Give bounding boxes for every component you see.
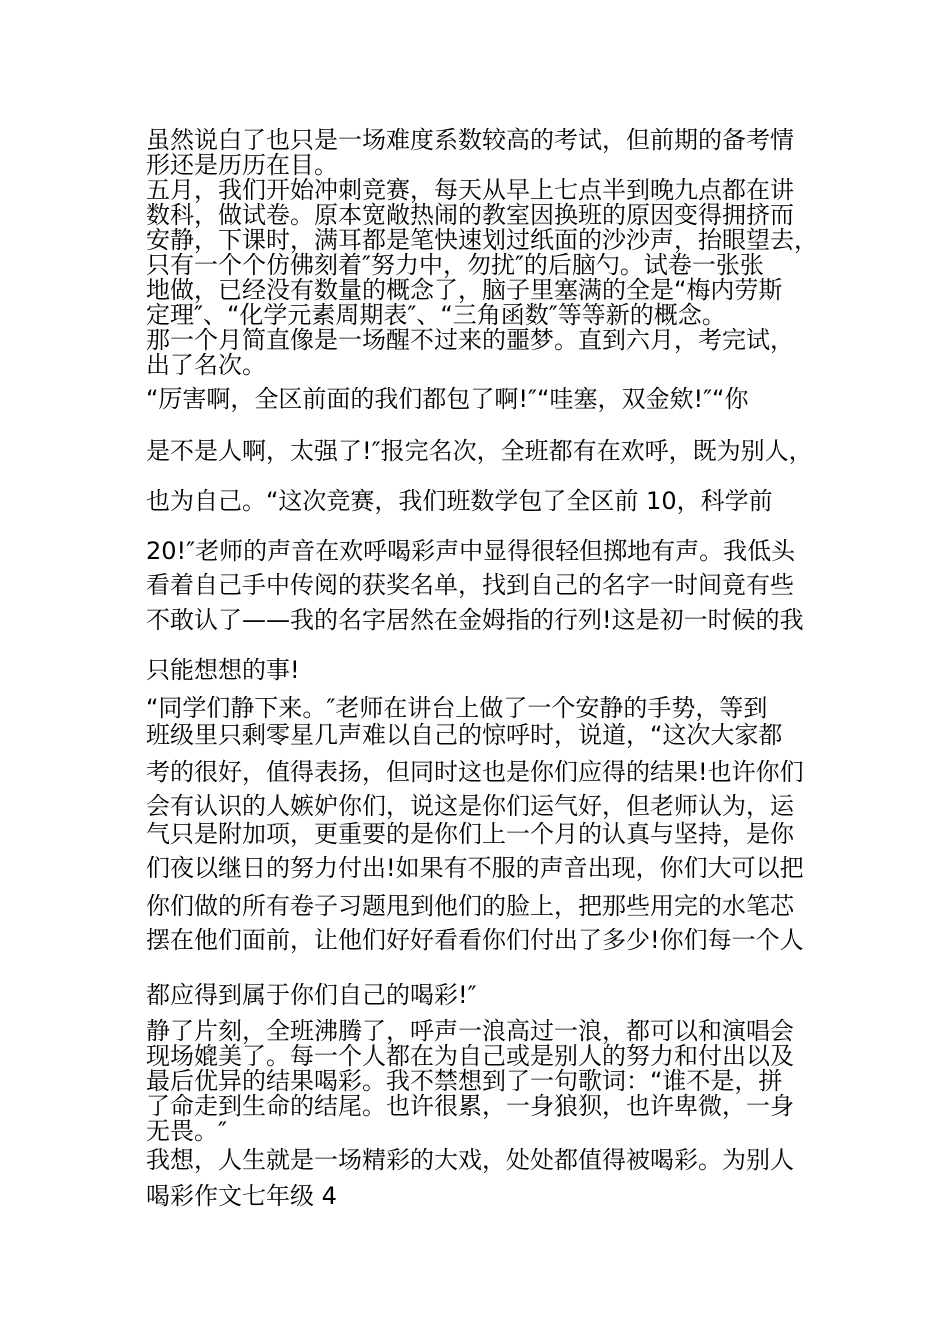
text-line: 无畏。″ [146,1117,227,1145]
text-line: 安静，下课时，满耳都是笔快速划过纸面的沙沙声，抬眼望去， [146,226,818,254]
text-line: 喝彩作文七年级 4 [146,1182,337,1210]
text-line: 那一个月简直像是一场醒不过来的噩梦。直到六月，考完试， [146,326,794,354]
text-line: 五月，我们开始冲刺竞赛，每天从早上七点半到晚九点都在讲 [146,176,794,204]
text-line: 静了片刻，全班沸腾了，呼声一浪高过一浪，都可以和演唱会 [146,1017,794,1045]
text-line: 只能想想的事! [146,656,300,684]
text-line: 考的很好，值得表扬，但同时这也是你们应得的结果!也许你们 [146,758,804,786]
text-line: 地做，已经没有数量的概念了，脑子里塞满的全是“梅内劳斯 [146,276,783,304]
text-line: 20!″老师的声音在欢呼喝彩声中显得很轻但掷地有声。我低头 [146,537,796,565]
text-line: 都应得到属于你们自己的喝彩!″ [146,981,477,1009]
text-line: 是不是人啊，太强了!″报完名次，全班都有在欢呼，既为别人， [146,437,813,465]
text-line: 形还是历历在目。 [146,151,338,179]
text-line: 班级里只剩零星几声难以自己的惊呼时，说道，“这次大家都 [146,721,783,749]
text-line: 数科，做试卷。原本宽敞热闹的教室因换班的原因变得拥挤而 [146,201,794,229]
text-line: 气只是附加项，更重要的是你们上一个月的认真与坚持，是你 [146,820,794,848]
text-line: 摆在他们面前，让他们好好看看你们付出了多少!你们每一个人 [146,926,804,954]
text-line: 看着自己手中传阅的获奖名单，找到自己的名字一时间竟有些 [146,571,794,599]
text-line: 会有认识的人嫉妒你们，说这是你们运气好，但老师认为，运 [146,792,794,820]
text-line: 我想，人生就是一场精彩的大戏，处处都值得被喝彩。为别人 [146,1146,794,1174]
text-line: 现场媲美了。每一个人都在为自己或是别人的努力和付出以及 [146,1042,794,1070]
text-line: 定理″、“化学元素周期表″、“三角函数″等等新的概念。 [146,301,726,329]
text-line: 们夜以继日的努力付出!如果有不服的声音出现，你们大可以把 [146,854,804,882]
text-line: “厉害啊，全区前面的我们都包了啊!″“哇塞，双金欸!″“你 [146,385,749,413]
text-line: 出了名次。 [146,351,266,379]
text-line: 也为自己。“这次竞赛，我们班数学包了全区前 10，科学前 [146,487,773,515]
text-line: 不敢认了——我的名字居然在金姆指的行列!这是初一时候的我 [146,606,804,634]
text-line: 虽然说白了也只是一场难度系数较高的考试，但前期的备考情 [146,126,794,154]
text-line: 只有一个个仿佛刻着″努力中，勿扰″的后脑勺。试卷一张张 [146,251,764,279]
text-line: 你们做的所有卷子习题甩到他们的脸上，把那些用完的水笔芯 [146,892,794,920]
text-line: 最后优异的结果喝彩。我不禁想到了一句歌词：“谁不是，拼 [146,1067,783,1095]
text-line: 了命走到生命的结尾。也许很累，一身狼狈，也许卑微，一身 [146,1092,794,1120]
text-line: “同学们静下来。″老师在讲台上做了一个安静的手势，等到 [146,694,768,722]
